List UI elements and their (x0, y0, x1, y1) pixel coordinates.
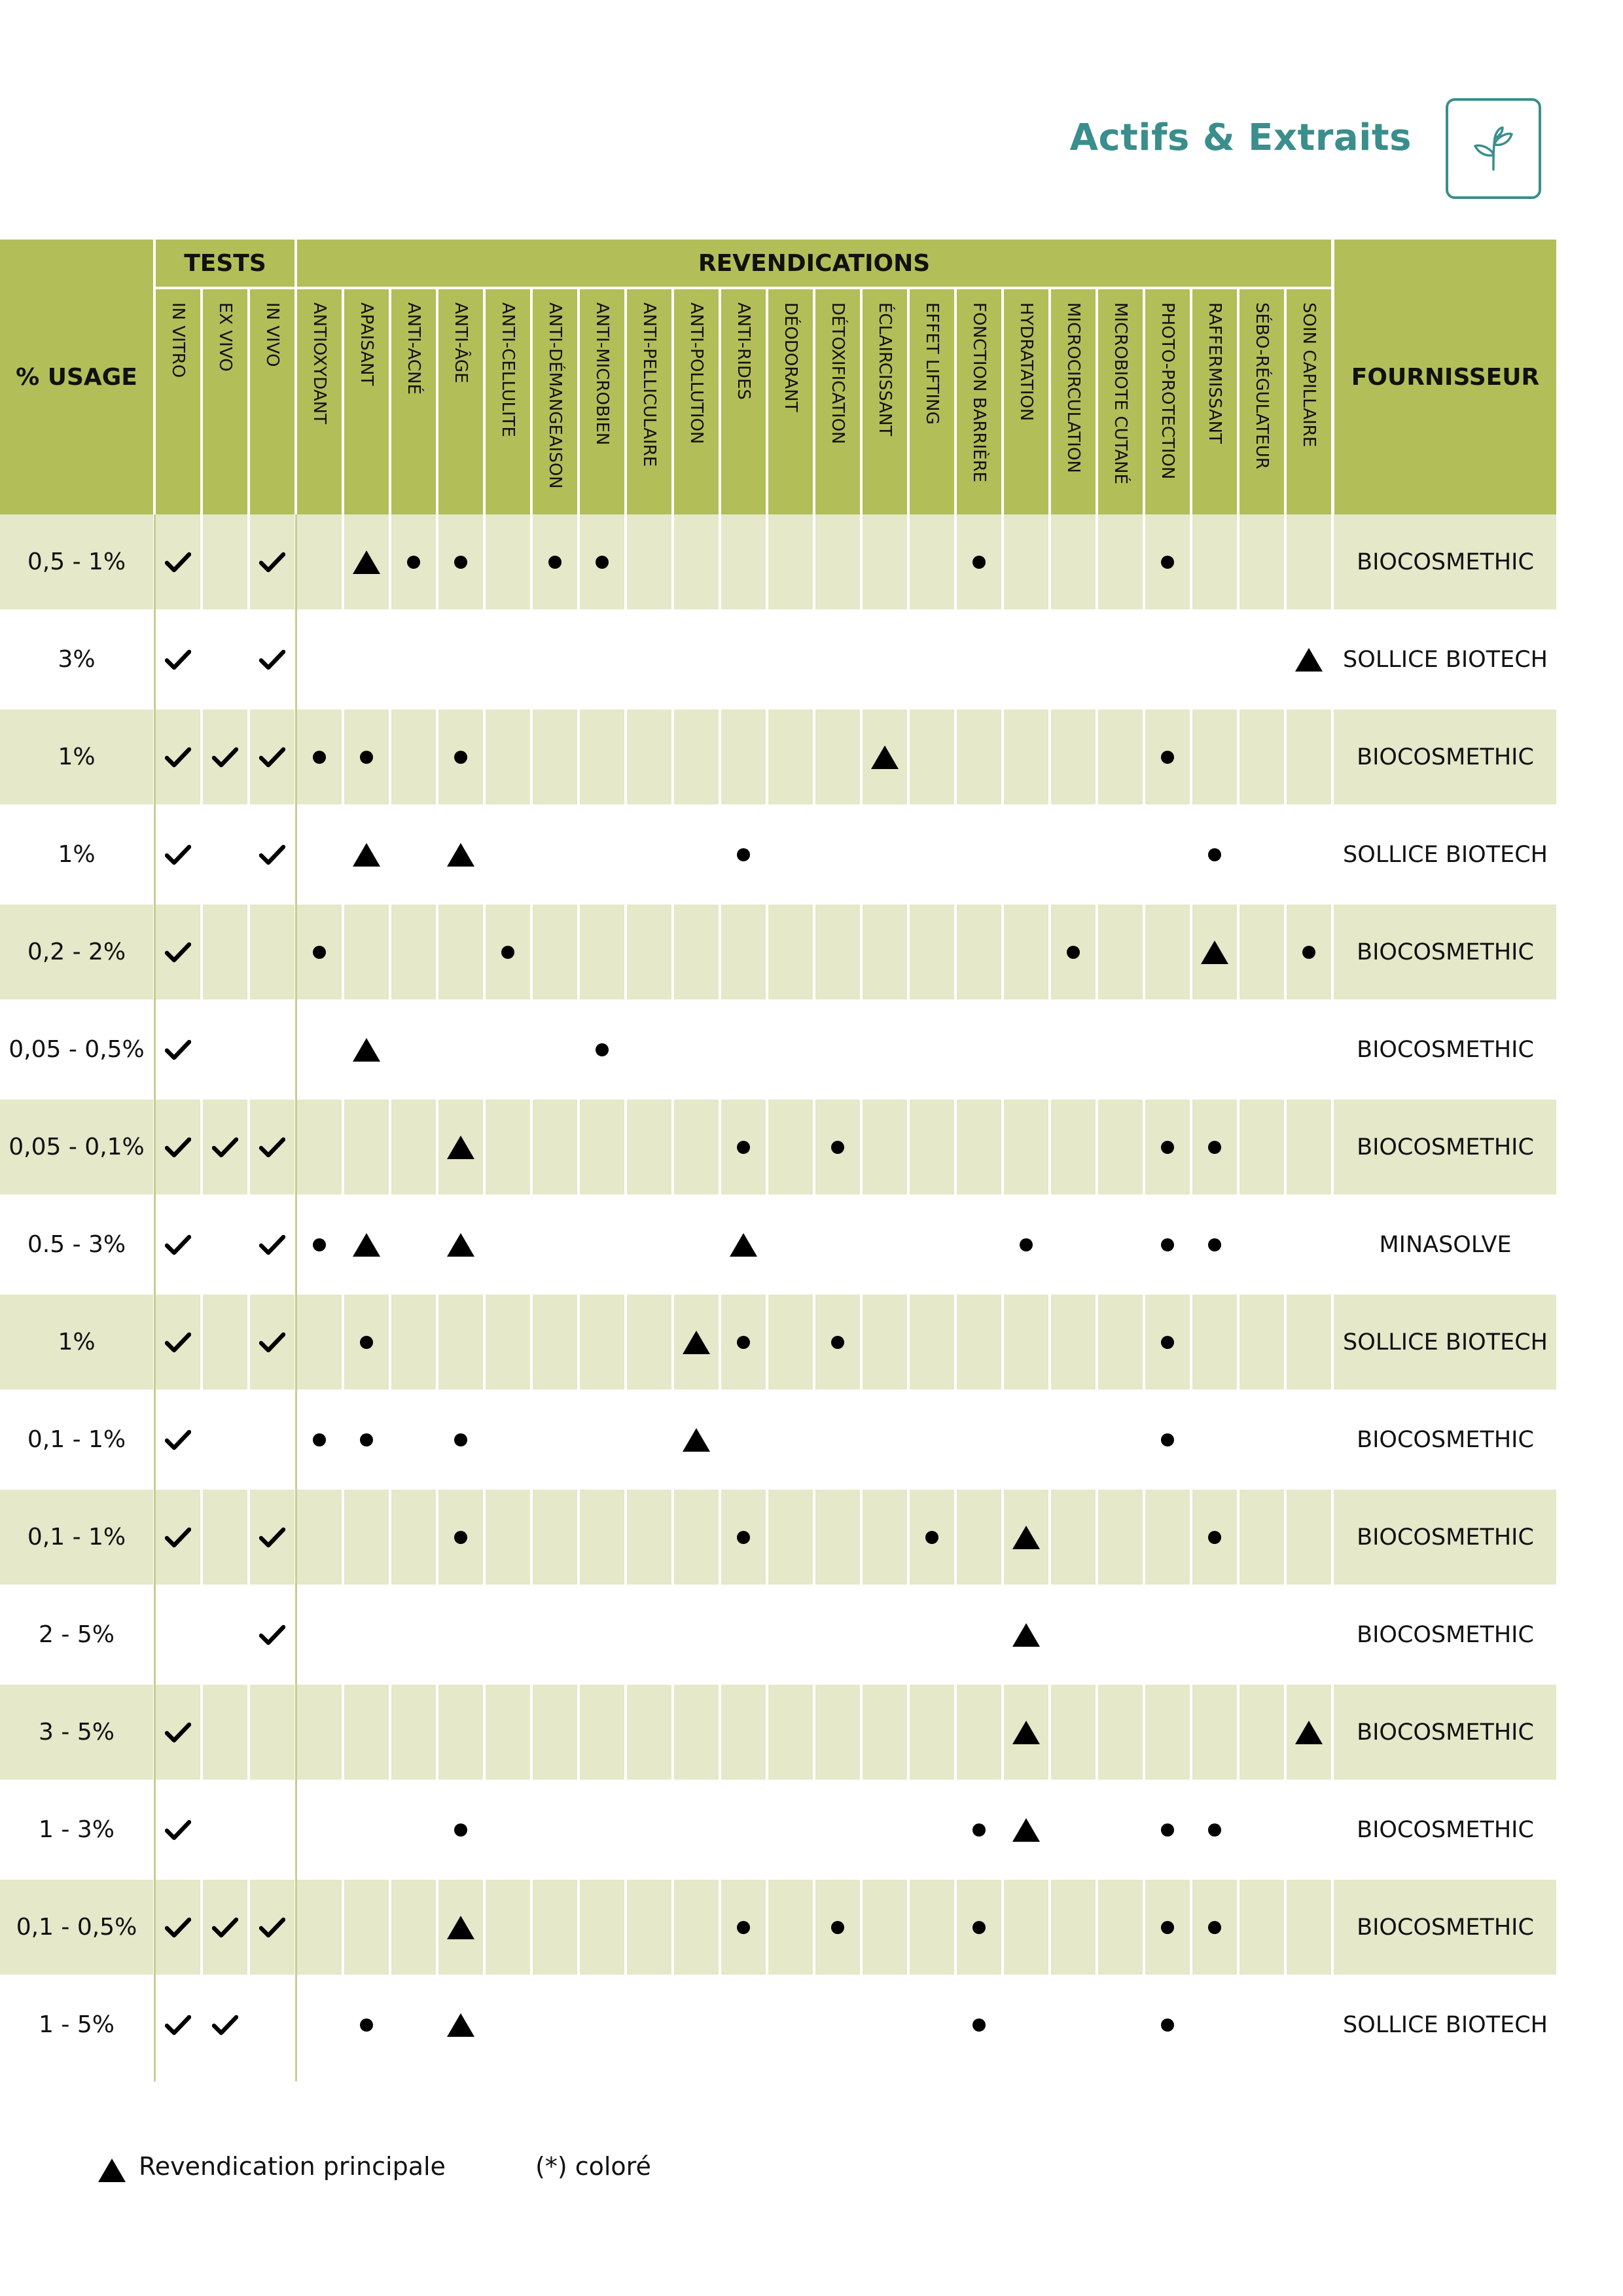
claim-dot-icon (1192, 1782, 1237, 1877)
header-divider (1143, 289, 1145, 514)
main-claim-legend-icon (98, 2159, 126, 2185)
check-icon (156, 709, 200, 804)
usage-cell: 0,1 - 1% (27, 1426, 126, 1453)
claim-dot-icon (721, 1490, 766, 1585)
claim-column-header (768, 289, 813, 514)
usage-cell: 0.5 - 3% (27, 1231, 126, 1258)
claim-column-header (580, 289, 624, 514)
check-icon (250, 1100, 294, 1194)
header-divider (389, 289, 391, 514)
column-divider (860, 514, 863, 2075)
check-icon (156, 1685, 200, 1780)
claim-dot-icon (438, 709, 483, 804)
column-divider (247, 514, 250, 2075)
claim-column-header (815, 289, 860, 514)
supplier-cell: BIOCOSMETHIC (1357, 1816, 1534, 1843)
header-divider (671, 289, 674, 514)
supplier-cell: BIOCOSMETHIC (1357, 1426, 1534, 1453)
header-divider (1001, 289, 1004, 514)
header-divider (294, 240, 297, 514)
claim-dot-icon (957, 1880, 1001, 1975)
claim-dot-icon (1192, 1880, 1237, 1975)
main-claim-triangle-icon (1004, 1587, 1048, 1682)
check-icon (250, 1197, 294, 1292)
table-row (0, 807, 1556, 902)
main-claim-triangle-icon (1004, 1782, 1048, 1877)
main-claim-triangle-icon (1192, 905, 1237, 999)
claim-column-header (863, 289, 907, 514)
claim-dot-icon (1145, 1197, 1190, 1292)
claim-dot-icon (1145, 1880, 1190, 1975)
claim-column-header (391, 289, 436, 514)
claim-dot-icon (297, 709, 342, 804)
usage-cell: 0,1 - 0,5% (16, 1914, 137, 1941)
tests-header: TESTS (156, 240, 294, 287)
check-icon (250, 612, 294, 707)
claim-column-header (297, 289, 342, 514)
claim-column-header (486, 289, 530, 514)
column-divider (1001, 514, 1004, 2075)
claim-column-header (910, 289, 954, 514)
table-row (0, 1490, 1556, 1585)
supplier-cell: SOLLICE BIOTECH (1343, 1329, 1548, 1355)
claim-dot-icon (721, 1100, 766, 1194)
claim-dot-icon (438, 514, 483, 609)
claim-dot-icon (297, 1392, 342, 1487)
usage-cell: 0,5 - 1% (27, 548, 126, 575)
claim-column-header (1004, 289, 1048, 514)
claim-column-header (533, 289, 577, 514)
supplier-cell: SOLLICE BIOTECH (1343, 841, 1548, 868)
column-divider (200, 514, 203, 2075)
column-divider (483, 514, 486, 2075)
header-divider (1237, 289, 1240, 514)
claim-dot-icon (1145, 514, 1190, 609)
check-icon (203, 1977, 247, 2072)
claim-dot-icon (721, 807, 766, 902)
usage-cell: 0,1 - 1% (27, 1524, 126, 1551)
test-column-label: IN VITRO (168, 302, 188, 378)
claim-dot-icon (438, 1392, 483, 1487)
test-column-header (156, 289, 200, 514)
usage-cell: 1 - 3% (39, 1816, 115, 1843)
claim-column-label: EFFET LIFTING (922, 302, 942, 425)
usage-cell: 0,2 - 2% (27, 939, 126, 965)
column-divider (1048, 514, 1051, 2075)
claim-dot-icon (1192, 1100, 1237, 1194)
table-row (0, 1782, 1556, 1877)
claim-column-header (438, 289, 483, 514)
main-claim-triangle-icon (1004, 1685, 1048, 1780)
column-divider (1190, 514, 1192, 2075)
claim-dot-icon (1145, 1295, 1190, 1390)
usage-header: % USAGE (0, 240, 153, 514)
claim-dot-icon (815, 1880, 860, 1975)
claim-dot-icon (297, 905, 342, 999)
header-divider (1096, 289, 1098, 514)
claims-header: REVENDICATIONS (297, 240, 1331, 287)
claim-column-label: RAFFERMISSANT (1205, 302, 1224, 444)
supplier-cell: BIOCOSMETHIC (1357, 1134, 1534, 1160)
supplier-cell: BIOCOSMETHIC (1357, 1719, 1534, 1746)
claim-dot-icon (1145, 1782, 1190, 1877)
check-icon (156, 1100, 200, 1194)
claim-dot-icon (1145, 1977, 1190, 2072)
column-divider (577, 514, 580, 2075)
claim-dot-icon (910, 1490, 954, 1585)
main-claim-triangle-icon (674, 1392, 719, 1487)
claim-dot-icon (1192, 1197, 1237, 1292)
check-icon (203, 1100, 247, 1194)
usage-cell: 3% (58, 646, 96, 673)
claim-column-label: SOIN CAPILLAIRE (1299, 302, 1319, 448)
claim-column-header (1051, 289, 1096, 514)
check-icon (156, 905, 200, 999)
check-icon (156, 1977, 200, 2072)
usage-cell: 1% (58, 744, 96, 770)
claim-column-label: MICROCIRCULATION (1063, 302, 1083, 473)
supplier-cell: BIOCOSMETHIC (1357, 1914, 1534, 1941)
header-divider (813, 289, 815, 514)
main-claim-triangle-icon (344, 807, 389, 902)
column-divider (389, 514, 391, 2075)
main-claim-triangle-icon (721, 1197, 766, 1292)
claim-dot-icon (344, 1295, 389, 1390)
claim-dot-icon (1145, 1392, 1190, 1487)
claim-column-label: ANTI-PELLICULAIRE (639, 302, 659, 467)
claim-column-header (344, 289, 389, 514)
claim-dot-icon (1004, 1197, 1048, 1292)
test-column-label: EX VIVO (215, 302, 235, 372)
usage-cell: 1% (58, 1329, 96, 1355)
claim-dot-icon (815, 1295, 860, 1390)
claim-dot-icon (391, 514, 436, 609)
check-icon (156, 1490, 200, 1585)
table-row (0, 1587, 1556, 1682)
claim-dot-icon (1287, 905, 1331, 999)
claim-dot-icon (1145, 709, 1190, 804)
claim-column-header (1145, 289, 1190, 514)
check-icon (156, 514, 200, 609)
supplier-cell: BIOCOSMETHIC (1357, 744, 1534, 770)
header-divider (200, 289, 203, 514)
header-divider (436, 289, 438, 514)
supplier-cell: BIOCOSMETHIC (1357, 1621, 1534, 1648)
claim-column-header (1192, 289, 1237, 514)
claim-dot-icon (297, 1197, 342, 1292)
claim-column-label: ANTI-CELLULITE (498, 302, 518, 437)
main-claim-triangle-icon (438, 1100, 483, 1194)
claim-dot-icon (533, 514, 577, 609)
column-divider (907, 514, 910, 2075)
claim-dot-icon (438, 1782, 483, 1877)
claim-column-label: DÉTOXIFICATION (828, 302, 847, 444)
claim-column-header (1287, 289, 1331, 514)
group-separator-line (154, 514, 156, 2081)
table-row (0, 1295, 1556, 1390)
table-row (0, 1197, 1556, 1292)
claim-dot-icon (486, 905, 530, 999)
check-icon (250, 1490, 294, 1585)
column-divider (719, 514, 721, 2075)
usage-cell: 0,05 - 0,1% (9, 1134, 145, 1160)
column-divider (671, 514, 674, 2075)
usage-cell: 0,05 - 0,5% (9, 1036, 145, 1063)
table-row (0, 514, 1556, 609)
claim-dot-icon (721, 1880, 766, 1975)
header-divider (156, 287, 1332, 289)
check-icon (156, 807, 200, 902)
check-icon (156, 1002, 200, 1097)
usage-cell: 1 - 5% (39, 2011, 115, 2038)
check-icon (250, 1295, 294, 1390)
check-icon (250, 807, 294, 902)
column-divider (1237, 514, 1240, 2075)
column-divider (624, 514, 627, 2075)
check-icon (156, 1295, 200, 1390)
main-claim-triangle-icon (438, 1197, 483, 1292)
check-icon (203, 709, 247, 804)
main-claim-triangle-icon (1004, 1490, 1048, 1585)
table-row (0, 1392, 1556, 1487)
check-icon (250, 709, 294, 804)
test-column-header (250, 289, 294, 514)
supplier-cell: BIOCOSMETHIC (1357, 939, 1534, 965)
column-divider (436, 514, 438, 2075)
column-divider (954, 514, 957, 2075)
supplier-cell: SOLLICE BIOTECH (1343, 2011, 1548, 2038)
check-icon (250, 1880, 294, 1975)
claim-column-label: APAISANT (357, 302, 376, 386)
claim-column-label: FONCTION BARRIÈRE (969, 302, 989, 483)
header-divider (1331, 240, 1334, 514)
usage-cell: 1% (58, 841, 96, 868)
claim-dot-icon (957, 1977, 1001, 2072)
claim-column-label: ANTI-ÂGE (451, 302, 471, 384)
column-divider (1331, 514, 1334, 2075)
claim-column-header (674, 289, 719, 514)
usage-cell: 2 - 5% (39, 1621, 115, 1648)
claim-column-header (1240, 289, 1284, 514)
column-divider (813, 514, 815, 2075)
test-column-label: IN VIVO (262, 302, 282, 367)
claim-dot-icon (957, 514, 1001, 609)
claim-column-header (721, 289, 766, 514)
usage-cell: 3 - 5% (39, 1719, 115, 1746)
column-divider (1143, 514, 1145, 2075)
header-divider (342, 289, 344, 514)
claim-dot-icon (1192, 807, 1237, 902)
claim-dot-icon (344, 1392, 389, 1487)
claim-dot-icon (344, 709, 389, 804)
claim-dot-icon (580, 1002, 624, 1097)
supplier-cell: MINASOLVE (1379, 1231, 1512, 1258)
claim-dot-icon (1192, 1490, 1237, 1585)
claim-column-label: SÉBO-RÉGULATEUR (1252, 302, 1272, 469)
check-icon (156, 1197, 200, 1292)
table-row (0, 1002, 1556, 1097)
claim-dot-icon (815, 1100, 860, 1194)
column-divider (766, 514, 768, 2075)
column-divider (1096, 514, 1098, 2075)
claim-column-header (1098, 289, 1143, 514)
claim-dot-icon (438, 1490, 483, 1585)
claim-dot-icon (957, 1782, 1001, 1877)
header-divider (860, 289, 863, 514)
claim-dot-icon (721, 1295, 766, 1390)
check-icon (203, 1880, 247, 1975)
main-claim-triangle-icon (344, 1197, 389, 1292)
claim-column-label: DÉODORANT (781, 302, 800, 412)
supplier-cell: SOLLICE BIOTECH (1343, 646, 1548, 673)
header-divider (577, 289, 580, 514)
claim-column-label: ANTI-RIDES (734, 302, 753, 400)
claim-column-label: MICROBIOTE CUTANÉ (1111, 302, 1130, 485)
claim-column-label: PHOTO-PROTECTION (1158, 302, 1177, 480)
claim-column-label: ÉCLAIRCISSANT (875, 302, 895, 437)
main-claim-triangle-icon (863, 709, 907, 804)
claim-column-header (627, 289, 671, 514)
supplier-header: FOURNISSEUR (1334, 240, 1556, 514)
claim-dot-icon (344, 1977, 389, 2072)
legend-colored: (*) coloré (535, 2152, 651, 2181)
header-divider (1048, 289, 1051, 514)
claim-column-label: HYDRATATION (1016, 302, 1036, 422)
claim-column-label: ANTI-ACNÉ (404, 302, 423, 395)
claim-column-label: ANTI-POLLUTION (687, 302, 706, 444)
supplier-cell: BIOCOSMETHIC (1357, 548, 1534, 575)
supplier-cell: BIOCOSMETHIC (1357, 1036, 1534, 1063)
header-divider (907, 289, 910, 514)
main-claim-triangle-icon (674, 1295, 719, 1390)
claim-dot-icon (580, 514, 624, 609)
header-divider (1190, 289, 1192, 514)
main-claim-triangle-icon (438, 1880, 483, 1975)
claim-column-header (957, 289, 1001, 514)
main-claim-triangle-icon (344, 514, 389, 609)
column-divider (342, 514, 344, 2075)
column-divider (530, 514, 533, 2075)
header-divider (719, 289, 721, 514)
claim-column-label: ANTI-MICROBIEN (592, 302, 612, 446)
header-divider (954, 289, 957, 514)
main-claim-triangle-icon (438, 1977, 483, 2072)
main-claim-triangle-icon (438, 807, 483, 902)
header-divider (483, 289, 486, 514)
claim-column-label: ANTI-DÉMANGEAISON (545, 302, 565, 489)
check-icon (250, 514, 294, 609)
header-divider (153, 240, 156, 514)
header-divider (1284, 289, 1287, 514)
group-separator-line (295, 514, 297, 2081)
claim-dot-icon (1145, 1100, 1190, 1194)
check-icon (250, 1587, 294, 1682)
check-icon (156, 1880, 200, 1975)
header-divider (247, 289, 250, 514)
claim-dot-icon (1051, 905, 1096, 999)
page-title: Actifs & Extraits (1069, 117, 1412, 159)
main-claim-triangle-icon (344, 1002, 389, 1097)
claim-column-label: ANTIOXYDANT (310, 302, 329, 424)
test-column-header (203, 289, 247, 514)
supplier-cell: BIOCOSMETHIC (1357, 1524, 1534, 1551)
leaf-sprout-icon (1446, 98, 1541, 199)
check-icon (156, 1392, 200, 1487)
column-divider (1284, 514, 1287, 2075)
check-icon (156, 612, 200, 707)
header-divider (624, 289, 627, 514)
main-claim-triangle-icon (1287, 612, 1331, 707)
header-divider (766, 289, 768, 514)
check-icon (156, 1782, 200, 1877)
main-claim-triangle-icon (1287, 1685, 1331, 1780)
legend-main-claim: Revendication principale (139, 2152, 446, 2181)
header-divider (530, 289, 533, 514)
